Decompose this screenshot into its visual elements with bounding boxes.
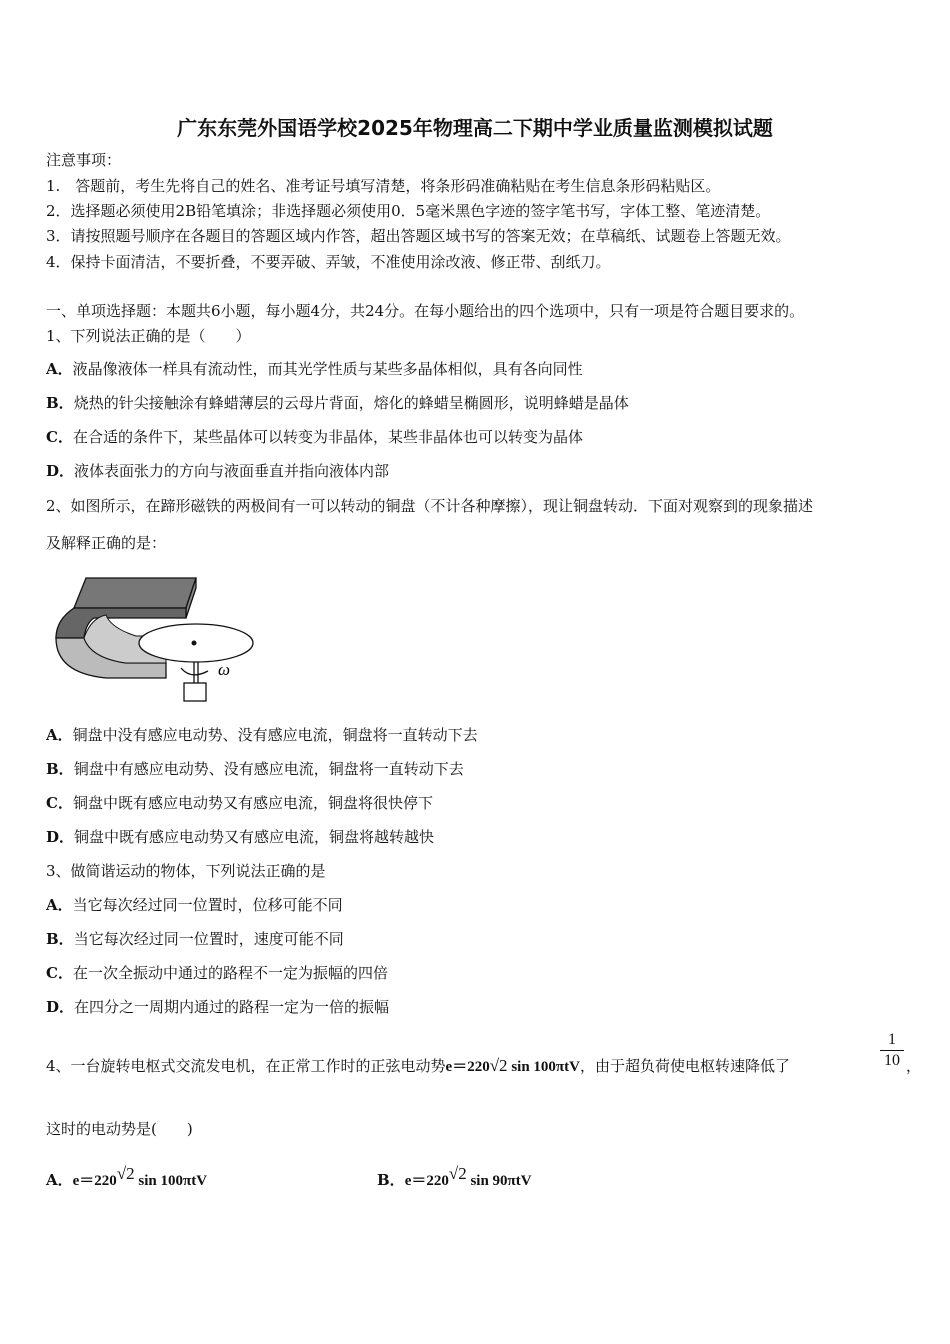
stem-text: ，由于超负荷使电枢转速降低了 — [579, 1057, 790, 1075]
option-text: 在一次全振动中通过的路程不一定为振幅的四倍 — [72, 964, 388, 982]
q4-option-b — [377, 1164, 532, 1191]
q4-option-a — [46, 1164, 207, 1191]
option-text: 在四分之一周期内通过的路程一定为一倍的振幅 — [74, 998, 390, 1016]
page-title: 广东东莞外国语学校2025年物理高二下期中学业质量监测模拟试题 — [177, 116, 773, 140]
notice-item: 3．请按照题号顺序在各题目的答题区域内作答，超出答题区域书写的答案无效；在草稿纸、试题卷上答题无效。 — [46, 227, 791, 245]
formula: sin 100πtV — [134, 1173, 208, 1189]
q1-option-b — [46, 393, 629, 413]
question-3-stem: 3、做简谐运动的物体，下列说法正确的是 — [46, 862, 326, 880]
option-key: B． — [46, 394, 74, 412]
q1-option-a — [46, 359, 583, 379]
option-key: B． — [46, 760, 74, 778]
omega-label: ω — [218, 660, 231, 679]
option-text: 当它每次经过同一位置时，速度可能不同 — [73, 930, 344, 948]
notice-item: 1. 答题前，考生先将自己的姓名、准考证号填写清楚，将条形码准确粘贴在考生信息条形码粘贴区。 — [46, 177, 721, 195]
stem-text: 4、一台旋转电枢式交流发电机，在正常工作时的正弦电动势 — [46, 1057, 446, 1075]
question-2-stem: 2、如图所示，在蹄形磁铁的两极间有一可以转动的铜盘（不计各种摩擦），现让铜盘转动．下面对观察到的现象描述 — [46, 497, 814, 515]
formula: e＝220 — [404, 1173, 449, 1189]
option-text: 液体表面张力的方向与液面垂直并指向液体内部 — [74, 462, 390, 480]
option-key: D． — [46, 998, 75, 1016]
comma: ， — [906, 1057, 922, 1075]
option-key: A． — [46, 360, 73, 378]
q1-option-d — [46, 461, 389, 481]
section-heading: 一、单项选择题：本题共6小题，每小题4分，共24分。在每小题给出的四个选项中，只有一项是符合题目要求的。 — [46, 302, 805, 320]
sqrt: √2 — [116, 1164, 135, 1183]
option-text: 当它每次经过同一位置时，位移可能不同 — [72, 896, 343, 914]
question-1-stem: 1、下列说法正确的是（ ） — [46, 327, 251, 345]
notice-item: 4．保持卡面清洁，不要折叠，不要弄破、弄皱，不准使用涂改液、修正带、刮纸刀。 — [46, 253, 611, 271]
sqrt: √2 — [489, 1056, 508, 1075]
option-text: 铜盘中没有感应电动势、没有感应电流，铜盘将一直转动下去 — [72, 726, 478, 744]
sqrt: √2 — [448, 1164, 467, 1183]
formula: sin 100πtV — [507, 1059, 580, 1075]
q2-option-c — [46, 793, 433, 813]
option-text: 液晶像液体一样具有流动性，而其光学性质与某些多晶体相似，具有各向同性 — [72, 360, 583, 378]
option-text: 铜盘中既有感应电动势又有感应电流，铜盘将很快停下 — [72, 794, 433, 812]
q1-option-c — [46, 427, 583, 447]
option-key: D． — [46, 828, 75, 846]
option-key: A． — [46, 1171, 73, 1189]
option-text: 铜盘中既有感应电动势又有感应电流，铜盘将越转越快 — [74, 828, 435, 846]
q3-option-d — [46, 997, 389, 1017]
denominator: 10 — [880, 1050, 904, 1071]
option-key: B． — [46, 930, 74, 948]
fraction — [880, 1030, 904, 1071]
option-key: C． — [46, 428, 73, 446]
q3-option-b — [46, 929, 344, 949]
notice-item: 2．选择题必须使用2B铅笔填涂；非选择题必须使用0．5毫米黑色字迹的签字笔书写，字体工整、笔迹清楚。 — [46, 202, 771, 220]
formula: sin 90πtV — [466, 1173, 532, 1189]
formula: e＝220 — [72, 1173, 117, 1189]
q2-option-d — [46, 827, 434, 847]
option-key: C． — [46, 964, 73, 982]
question-4-stem-cont: 这时的电动势是( ) — [46, 1120, 193, 1138]
notice-heading: 注意事项： — [46, 151, 122, 169]
q3-option-c — [46, 963, 388, 983]
option-text: 在合适的条件下，某些晶体可以转变为非晶体，某些非晶体也可以转变为晶体 — [72, 428, 583, 446]
q2-option-b — [46, 759, 464, 779]
option-key: A． — [46, 726, 73, 744]
numerator: 1 — [888, 1031, 896, 1048]
q2-option-a — [46, 725, 478, 745]
q3-option-a — [46, 895, 343, 915]
formula: e＝220 — [445, 1059, 490, 1075]
option-key: D． — [46, 462, 75, 480]
question-2-stem-cont: 及解释正确的是： — [46, 534, 167, 552]
option-text: 铜盘中有感应电动势、没有感应电流，铜盘将一直转动下去 — [73, 760, 464, 778]
option-text: 烧热的针尖接触涂有蜂蜡薄层的云母片背面，熔化的蜂蜡呈椭圆形，说明蜂蜡是晶体 — [73, 394, 629, 412]
option-key: B． — [377, 1171, 405, 1189]
option-key: C． — [46, 794, 73, 812]
question-4-stem — [46, 1056, 790, 1077]
option-key: A． — [46, 896, 73, 914]
magnet-disc-figure — [46, 568, 261, 708]
